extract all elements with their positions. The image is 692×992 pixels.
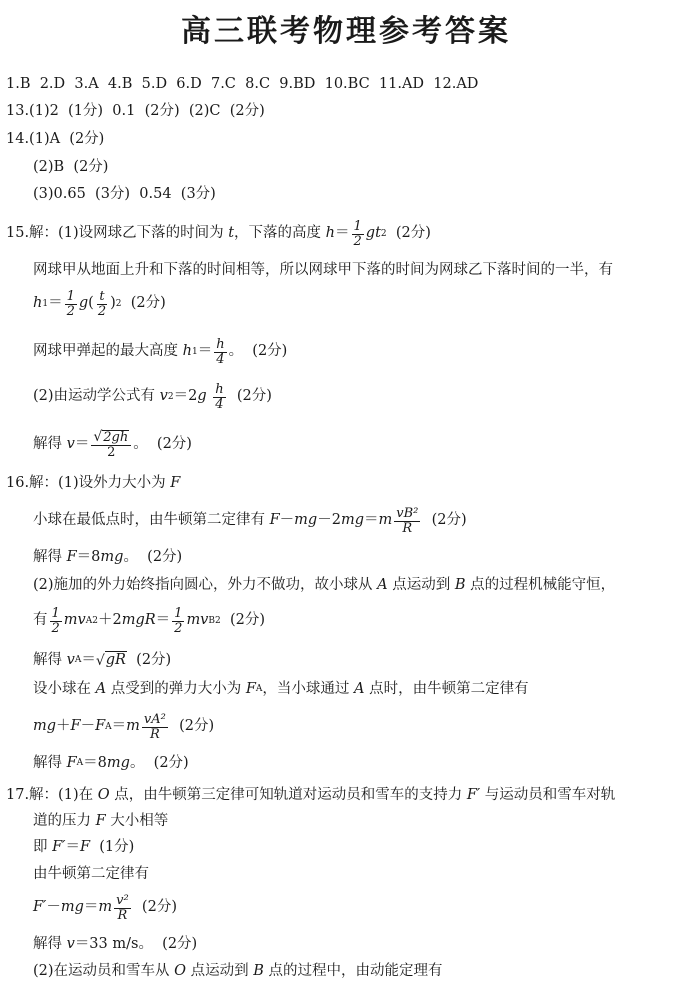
answer-line (33, 894, 177, 922)
answer-line (33, 338, 287, 366)
answer-line (33, 651, 171, 669)
math-symbol: O (97, 787, 110, 803)
math-symbol: g (78, 295, 89, 312)
line-text: ＝ (81, 651, 96, 668)
line-text: 。 (2分) (129, 755, 189, 771)
math-symbol: mg (100, 549, 124, 565)
line-text: 17.解：(1)在 (6, 787, 98, 803)
answer-line (33, 290, 166, 318)
math-symbol: v (66, 435, 75, 452)
math-symbol: F (70, 718, 81, 735)
fraction-denominator: R (402, 520, 413, 536)
fraction-numerator: vB² (396, 506, 419, 521)
math-symbol: h (182, 343, 192, 360)
math-symbol: v (66, 651, 75, 668)
fraction-denominator: 2 (66, 303, 75, 319)
line-text: (2分) (169, 718, 215, 735)
radicand: gR (105, 652, 126, 668)
answer-line (33, 549, 182, 566)
line-text: 设小球在 (33, 681, 96, 697)
math-symbol: F′ (52, 839, 66, 855)
fraction (352, 220, 364, 248)
math-symbol: v (66, 936, 75, 952)
answer-line (33, 262, 613, 279)
answer-line (6, 131, 104, 148)
fraction (394, 507, 420, 535)
line-text: 网球甲弹起的最大高度 (33, 343, 183, 360)
answer-line (33, 755, 189, 772)
math-symbol: F (170, 475, 181, 491)
math-symbol: F (245, 681, 256, 697)
answer-line (33, 577, 615, 594)
line-text: ＝2 (173, 388, 198, 405)
line-text: ＝ (65, 839, 80, 855)
fraction (96, 290, 108, 318)
page-title: 高三联考物理参考答案 (181, 14, 511, 49)
fraction (50, 607, 62, 635)
subscript: A (76, 758, 84, 769)
answer-line (33, 159, 108, 176)
subscript: 1 (191, 346, 198, 357)
superscript: 2 (215, 615, 221, 626)
line-text: (2)B (2分) (33, 159, 109, 175)
line-text (207, 388, 212, 405)
radicand: 2gh (103, 430, 129, 446)
line-text: 网球甲从地面上升和下落的时间相等，所以网球甲下落的时间为网球乙下落时间的一半，有 (33, 262, 613, 278)
math-symbol: F (269, 512, 280, 529)
line-text: 16.解：(1)设外力大小为 (6, 475, 171, 491)
line-text: (2)施加的外力始终指向圆心，外力不做功，故小球从 (33, 577, 378, 593)
fraction-denominator: 2 (97, 303, 107, 319)
line-text: ＝8 (83, 755, 107, 771)
square-root (96, 651, 127, 669)
line-text: 道的压力 (33, 813, 96, 829)
fraction-denominator: 2 (107, 444, 116, 460)
math-symbol: mv (186, 612, 209, 629)
line-text: (2)在运动员和雪车从 (33, 963, 175, 979)
math-symbol: A (95, 681, 107, 697)
superscript: 2 (167, 391, 174, 402)
line-text: 由牛顿第二定律有 (33, 866, 149, 882)
line-text: (1分) (90, 839, 135, 855)
answer-line (33, 839, 134, 856)
fraction (65, 290, 77, 318)
line-text: (2分) (121, 295, 166, 312)
line-text: 解得 (33, 651, 67, 668)
fraction-denominator: R (117, 907, 128, 923)
line-text: (3)0.65 (3分) 0.54 (3分) (33, 186, 216, 202)
line-text: ＋ (56, 718, 71, 735)
line-text: ＝ (83, 899, 99, 916)
fraction-denominator: 4 (215, 396, 224, 412)
math-symbol: F (66, 755, 77, 771)
math-symbol: F (95, 813, 106, 829)
line-text: ＝ (364, 512, 379, 529)
line-text: ＝ (48, 295, 63, 312)
math-symbol: B (454, 577, 466, 593)
line-text: 1.B 2.D 3.A 4.B 5.D 6.D 7.C 8.C 9.BD 10.BC 11.AD 12.AD (6, 76, 479, 92)
fraction-numerator: h (216, 337, 225, 352)
fraction (172, 607, 184, 635)
line-text: 点时，由牛顿第二定律有 (364, 681, 529, 697)
math-symbol: F (79, 839, 91, 855)
answer-line (33, 813, 168, 830)
subscript: A (85, 615, 93, 626)
fraction (114, 894, 131, 922)
math-symbol: mg (340, 512, 364, 529)
line-text: 点的过程机械能守恒， (465, 577, 616, 593)
line-text: (2分) (422, 512, 467, 529)
line-text: 点运动到 (387, 577, 455, 593)
fraction-denominator: 4 (216, 351, 225, 367)
answer-line (33, 507, 467, 535)
line-text: 点运动到 (186, 963, 254, 979)
line-text: －2 (317, 512, 341, 529)
line-text: 。 (2分) (123, 549, 183, 565)
math-symbol: h (325, 225, 335, 242)
fraction-numerator: v² (116, 893, 129, 908)
fraction (91, 430, 131, 459)
fraction-denominator: 2 (353, 233, 362, 249)
superscript: 2 (380, 228, 387, 239)
answer-line (6, 103, 265, 120)
fraction-denominator: 2 (51, 620, 60, 636)
answer-line (6, 787, 615, 804)
line-text: ＝8 (76, 549, 101, 565)
line-text: 。 (2分) (228, 343, 288, 360)
line-text: ＝ (155, 612, 171, 629)
line-text: ，当小球通过 (262, 681, 354, 697)
line-text: 解得 (33, 936, 67, 952)
answer-line (33, 963, 443, 980)
line-text: 14.(1)A (2分) (6, 131, 105, 147)
math-symbol: mg (106, 755, 130, 771)
math-symbol: h (33, 295, 43, 312)
math-symbol: mg (294, 512, 318, 529)
math-symbol: B (253, 963, 264, 979)
answer-line (6, 76, 478, 93)
fraction (142, 713, 168, 741)
subscript: A (255, 684, 263, 695)
answer-line (33, 430, 192, 459)
line-text: ＝ (335, 225, 350, 242)
line-text: (2分) (386, 225, 431, 242)
line-text: (2分) (227, 388, 272, 405)
sqrt-icon: √ (93, 429, 103, 445)
fraction-numerator: t (99, 289, 105, 304)
line-text: ，下落的高度 (234, 225, 326, 242)
math-symbol: F′ (33, 899, 47, 916)
line-text: ) (110, 295, 116, 312)
answer-line (33, 186, 216, 203)
fraction (213, 383, 225, 411)
line-text: ＝ (111, 718, 127, 735)
line-text: 点受到的弹力大小为 (106, 681, 246, 697)
line-text: 小球在最低点时，由牛顿第二定律有 (33, 512, 270, 529)
line-text: － (46, 899, 61, 916)
math-symbol: mgR (121, 612, 156, 629)
answer-line (33, 383, 272, 411)
superscript: 2 (92, 615, 98, 626)
superscript: 2 (115, 298, 122, 309)
line-text: 点的过程中，由动能定理有 (263, 963, 443, 979)
math-symbol: m (126, 718, 140, 735)
math-symbol: gt (365, 225, 381, 242)
math-symbol: m (98, 899, 113, 916)
math-symbol: A (377, 577, 388, 593)
fraction-numerator (91, 430, 131, 446)
line-text: (2分) (220, 612, 266, 629)
subscript: A (74, 654, 82, 665)
math-symbol: m (378, 512, 393, 529)
line-text: 15.解：(1)设网球乙下落的时间为 (6, 225, 229, 242)
line-text: 点，由牛顿第三定律可知轨道对运动员和雪车的支持力 (109, 787, 467, 803)
line-text: 。 (2分) (133, 435, 192, 452)
fraction-numerator: 1 (51, 606, 60, 621)
line-text: － (279, 512, 295, 529)
answer-line (33, 936, 197, 953)
line-text: (2分) (126, 651, 172, 668)
line-text: ＝ (197, 343, 213, 360)
math-symbol: F (95, 718, 106, 735)
line-text: 与运动员和雪车对轨 (480, 787, 616, 803)
line-text: 有 (33, 612, 48, 629)
math-symbol: t (228, 225, 235, 242)
subscript: A (105, 721, 112, 732)
line-text: 解得 (33, 435, 67, 452)
line-text: 大小相等 (105, 813, 169, 829)
fraction (214, 338, 226, 366)
math-symbol: mg (60, 899, 84, 916)
line-text: 解得 (33, 549, 67, 565)
sqrt-icon: √ (95, 652, 105, 669)
line-text: ＋2 (97, 612, 122, 629)
fraction-denominator: 2 (174, 620, 183, 636)
math-symbol: A (353, 681, 365, 697)
answer-line (6, 220, 431, 248)
line-text: (2分) (132, 899, 177, 916)
line-text: ＝33 m/s。 (2分) (74, 936, 198, 952)
answer-line (33, 681, 529, 698)
math-symbol: F′ (466, 787, 481, 803)
answer-line (33, 866, 149, 883)
fraction-denominator: R (150, 726, 160, 742)
line-text: 解得 (33, 755, 67, 771)
fraction-numerator: h (215, 382, 224, 397)
subscript: B (208, 615, 216, 626)
answer-line (6, 475, 180, 492)
math-symbol: g (197, 388, 207, 405)
line-text: (2)由运动学公式有 (33, 388, 160, 405)
line-text: 13.(1)2 (1分) 0.1 (2分) (2)C (2分) (6, 103, 265, 119)
line-text: ( (88, 295, 94, 312)
line-text: ＝ (74, 435, 90, 452)
subscript: 1 (42, 298, 49, 309)
fraction-numerator: 1 (353, 219, 362, 234)
fraction-numerator: 1 (174, 606, 183, 621)
answer-line (33, 713, 214, 741)
fraction-numerator: 1 (66, 289, 75, 304)
line-text: － (80, 718, 96, 735)
fraction-numerator: vA² (143, 712, 166, 727)
answer-line (33, 607, 265, 635)
math-symbol: mg (33, 718, 57, 735)
math-symbol: F (66, 549, 77, 565)
line-text: 即 (33, 839, 53, 855)
math-symbol: O (174, 963, 187, 979)
math-symbol: mv (63, 612, 86, 629)
math-symbol: v (159, 388, 168, 405)
